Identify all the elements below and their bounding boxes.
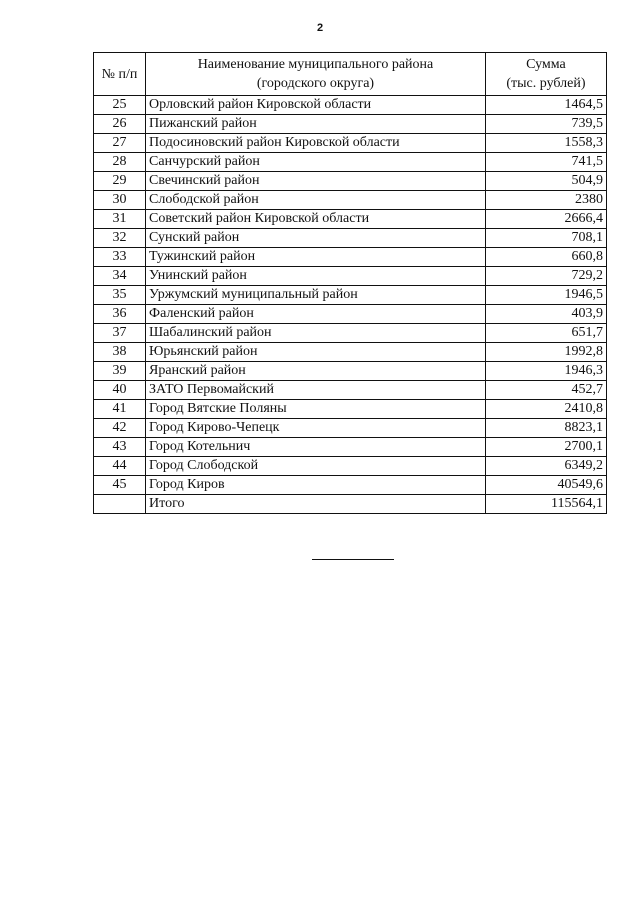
- table-row: [94, 248, 607, 267]
- table-row: [94, 324, 607, 343]
- row-number: 32: [94, 229, 146, 248]
- row-number: 44: [94, 457, 146, 476]
- header-name-line1: Наименование муниципального района: [197, 57, 434, 72]
- table-row: [94, 419, 607, 438]
- row-number: 41: [94, 400, 146, 419]
- page-number: 2: [316, 22, 324, 34]
- row-sum: 1464,5: [485, 96, 606, 115]
- row-sum: 729,2: [485, 267, 606, 286]
- row-sum: 2700,1: [485, 438, 606, 457]
- total-sum: 115564,1: [485, 495, 606, 514]
- table-row: [94, 191, 607, 210]
- row-sum: 40549,6: [485, 476, 606, 495]
- header-name-line2: (городского округа): [256, 76, 375, 91]
- row-number: 34: [94, 267, 146, 286]
- row-district-name: Город Слободской: [146, 457, 486, 476]
- row-number: 27: [94, 134, 146, 153]
- row-sum: 2380: [485, 191, 606, 210]
- row-district-name: ЗАТО Первомайский: [146, 381, 486, 400]
- row-district-name: Яранский район: [146, 362, 486, 381]
- row-district-name: Город Кирово-Чепецк: [146, 419, 486, 438]
- row-sum: 6349,2: [485, 457, 606, 476]
- table-row: [94, 343, 607, 362]
- row-sum: 504,9: [485, 172, 606, 191]
- row-district-name: Юрьянский район: [146, 343, 486, 362]
- row-number: 26: [94, 115, 146, 134]
- table-row: [94, 115, 607, 134]
- table-row: [94, 400, 607, 419]
- row-sum: 741,5: [485, 153, 606, 172]
- table-row: [94, 96, 607, 115]
- row-district-name: Уржумский муниципальный район: [146, 286, 486, 305]
- header-row: [94, 53, 607, 96]
- row-district-name: Слободской район: [146, 191, 486, 210]
- table-row: [94, 305, 607, 324]
- row-district-name: Город Киров: [146, 476, 486, 495]
- table-row: [94, 362, 607, 381]
- row-district-name: Фаленский район: [146, 305, 486, 324]
- row-district-name: Орловский район Кировской области: [146, 96, 486, 115]
- row-district-name: Город Котельнич: [146, 438, 486, 457]
- row-sum: 1558,3: [485, 134, 606, 153]
- row-sum: 1946,3: [485, 362, 606, 381]
- total-label: Итого: [146, 495, 486, 514]
- row-district-name: Город Вятские Поляны: [146, 400, 486, 419]
- row-sum: 8823,1: [485, 419, 606, 438]
- table-row: [94, 267, 607, 286]
- row-district-name: Санчурский район: [146, 153, 486, 172]
- table-row: [94, 476, 607, 495]
- row-sum: 2666,4: [485, 210, 606, 229]
- row-number: 37: [94, 324, 146, 343]
- table-header: [94, 53, 607, 96]
- row-number: 33: [94, 248, 146, 267]
- row-district-name: Шабалинский район: [146, 324, 486, 343]
- table-row: [94, 381, 607, 400]
- row-sum: 660,8: [485, 248, 606, 267]
- table-row: [94, 134, 607, 153]
- row-district-name: Свечинский район: [146, 172, 486, 191]
- row-sum: 452,7: [485, 381, 606, 400]
- row-sum: 1946,5: [485, 286, 606, 305]
- row-sum: 403,9: [485, 305, 606, 324]
- table-row: [94, 438, 607, 457]
- closing-rule: [312, 559, 394, 560]
- row-district-name: Тужинский район: [146, 248, 486, 267]
- row-number: 35: [94, 286, 146, 305]
- total-row: [94, 495, 607, 514]
- row-district-name: Подосиновский район Кировской области: [146, 134, 486, 153]
- header-number: № п/п: [94, 53, 146, 96]
- row-sum: 1992,8: [485, 343, 606, 362]
- table-row: [94, 210, 607, 229]
- header-sum: [485, 53, 606, 96]
- row-number: 29: [94, 172, 146, 191]
- header-sum-line1: Сумма: [526, 57, 566, 72]
- table-row: [94, 153, 607, 172]
- row-number: 28: [94, 153, 146, 172]
- row-district-name: Пижанский район: [146, 115, 486, 134]
- row-number: 45: [94, 476, 146, 495]
- row-sum: 708,1: [485, 229, 606, 248]
- row-number: 30: [94, 191, 146, 210]
- row-number: 39: [94, 362, 146, 381]
- total-number-empty: [94, 495, 146, 514]
- table-row: [94, 172, 607, 191]
- row-number: 25: [94, 96, 146, 115]
- header-sum-line2: (тыс. рублей): [506, 76, 586, 91]
- row-sum: 2410,8: [485, 400, 606, 419]
- row-number: 43: [94, 438, 146, 457]
- header-name: [146, 53, 486, 96]
- row-number: 40: [94, 381, 146, 400]
- table-row: [94, 229, 607, 248]
- row-sum: 651,7: [485, 324, 606, 343]
- row-district-name: Унинский район: [146, 267, 486, 286]
- distribution-table: [93, 52, 607, 514]
- table-body: [94, 96, 607, 514]
- row-number: 36: [94, 305, 146, 324]
- row-number: 31: [94, 210, 146, 229]
- table-row: [94, 457, 607, 476]
- row-number: 42: [94, 419, 146, 438]
- row-number: 38: [94, 343, 146, 362]
- row-sum: 739,5: [485, 115, 606, 134]
- row-district-name: Сунский район: [146, 229, 486, 248]
- table-row: [94, 286, 607, 305]
- row-district-name: Советский район Кировской области: [146, 210, 486, 229]
